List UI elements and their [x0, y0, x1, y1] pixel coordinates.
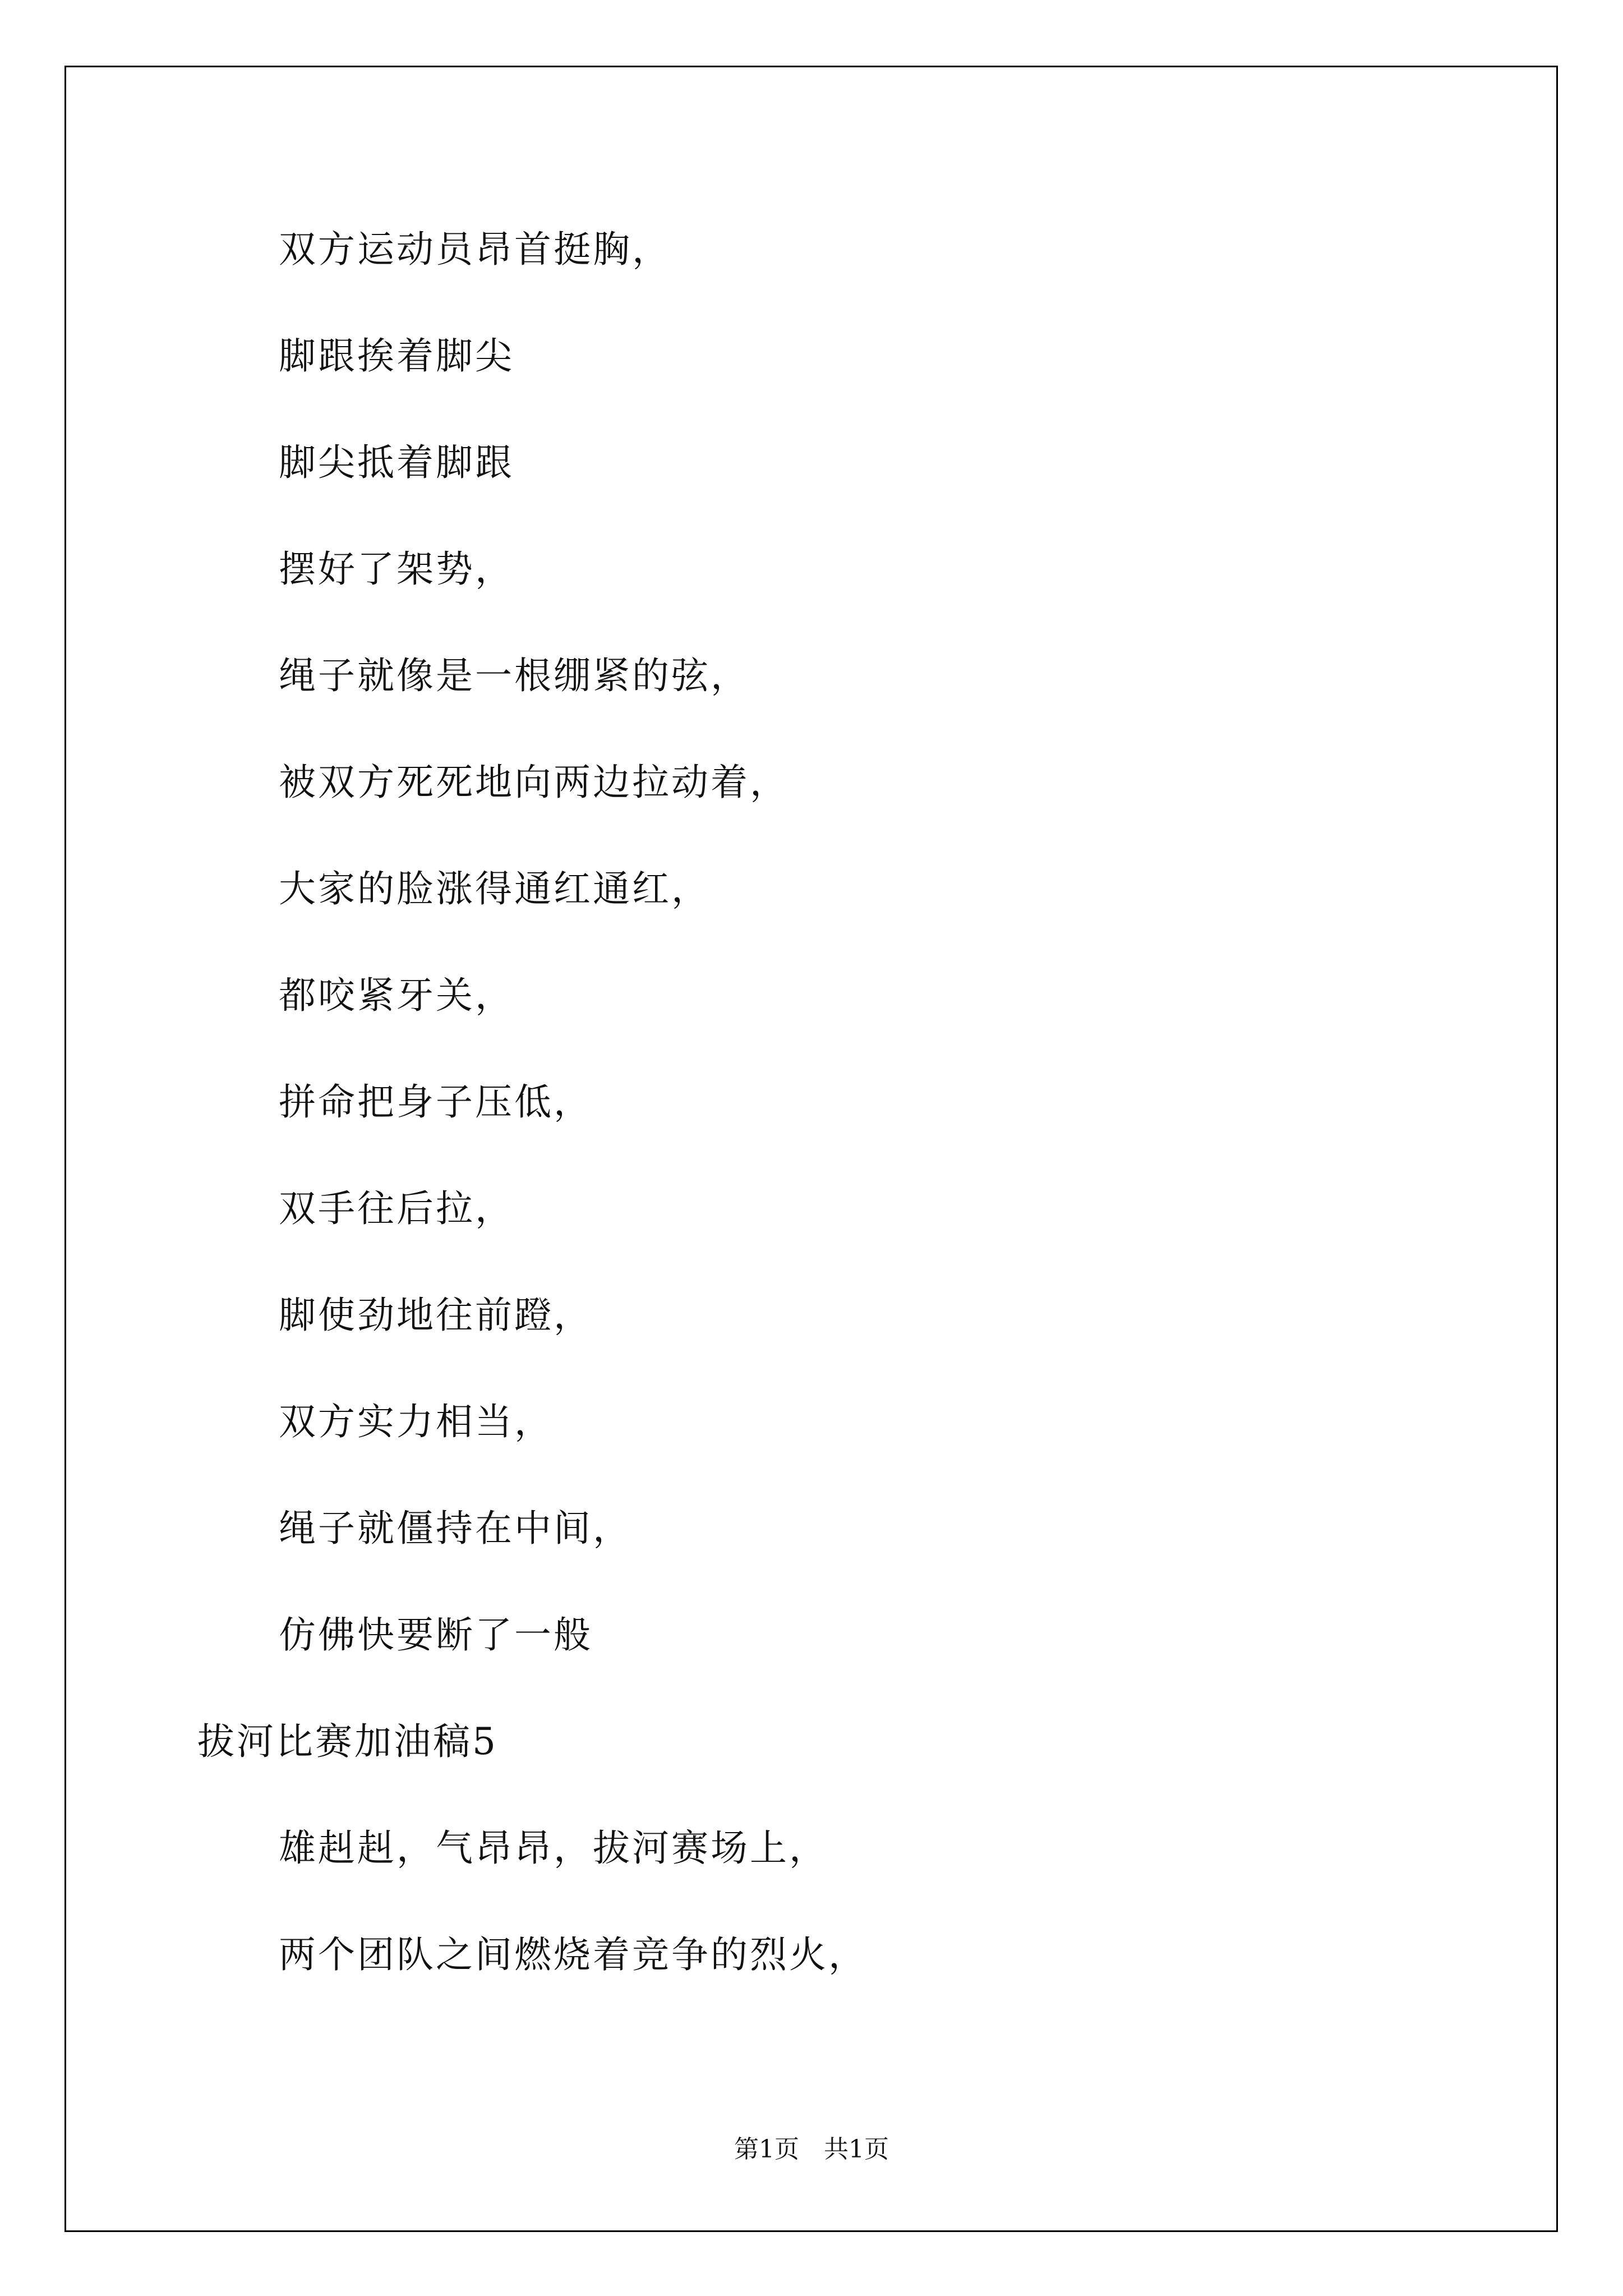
text-line: 绳子就僵持在中间，	[279, 1507, 632, 1550]
text-line: 脚使劲地往前蹬，	[279, 1294, 593, 1337]
page-number-footer: 第1页 共1页	[734, 2135, 889, 2164]
text-line: 都咬紧牙关，	[279, 974, 514, 1017]
text-line: 被双方死死地向两边拉动着，	[279, 761, 789, 804]
text-line: 双手往后拉，	[279, 1187, 514, 1230]
text-line: 脚跟挨着脚尖	[279, 334, 514, 378]
text-line: 脚尖抵着脚跟	[279, 441, 514, 484]
section-title: 拔河比赛加油稿5	[197, 1720, 498, 1763]
text-line: 两个团队之间燃烧着竞争的烈火，	[279, 1933, 868, 1976]
text-line: 雄赳赳，气昂昂，拔河赛场上，	[279, 1826, 828, 1870]
text-line: 双方运动员昂首挺胸，	[279, 228, 671, 271]
text-line: 双方实力相当，	[279, 1400, 554, 1443]
page-border	[64, 66, 1558, 2232]
text-line: 仿佛快要断了一般	[279, 1613, 593, 1657]
text-line: 大家的脸涨得通红通红，	[279, 867, 711, 910]
text-line: 绳子就像是一根绷紧的弦，	[279, 654, 750, 697]
text-line: 拼命把身子压低，	[279, 1080, 593, 1124]
text-line: 摆好了架势，	[279, 547, 514, 591]
